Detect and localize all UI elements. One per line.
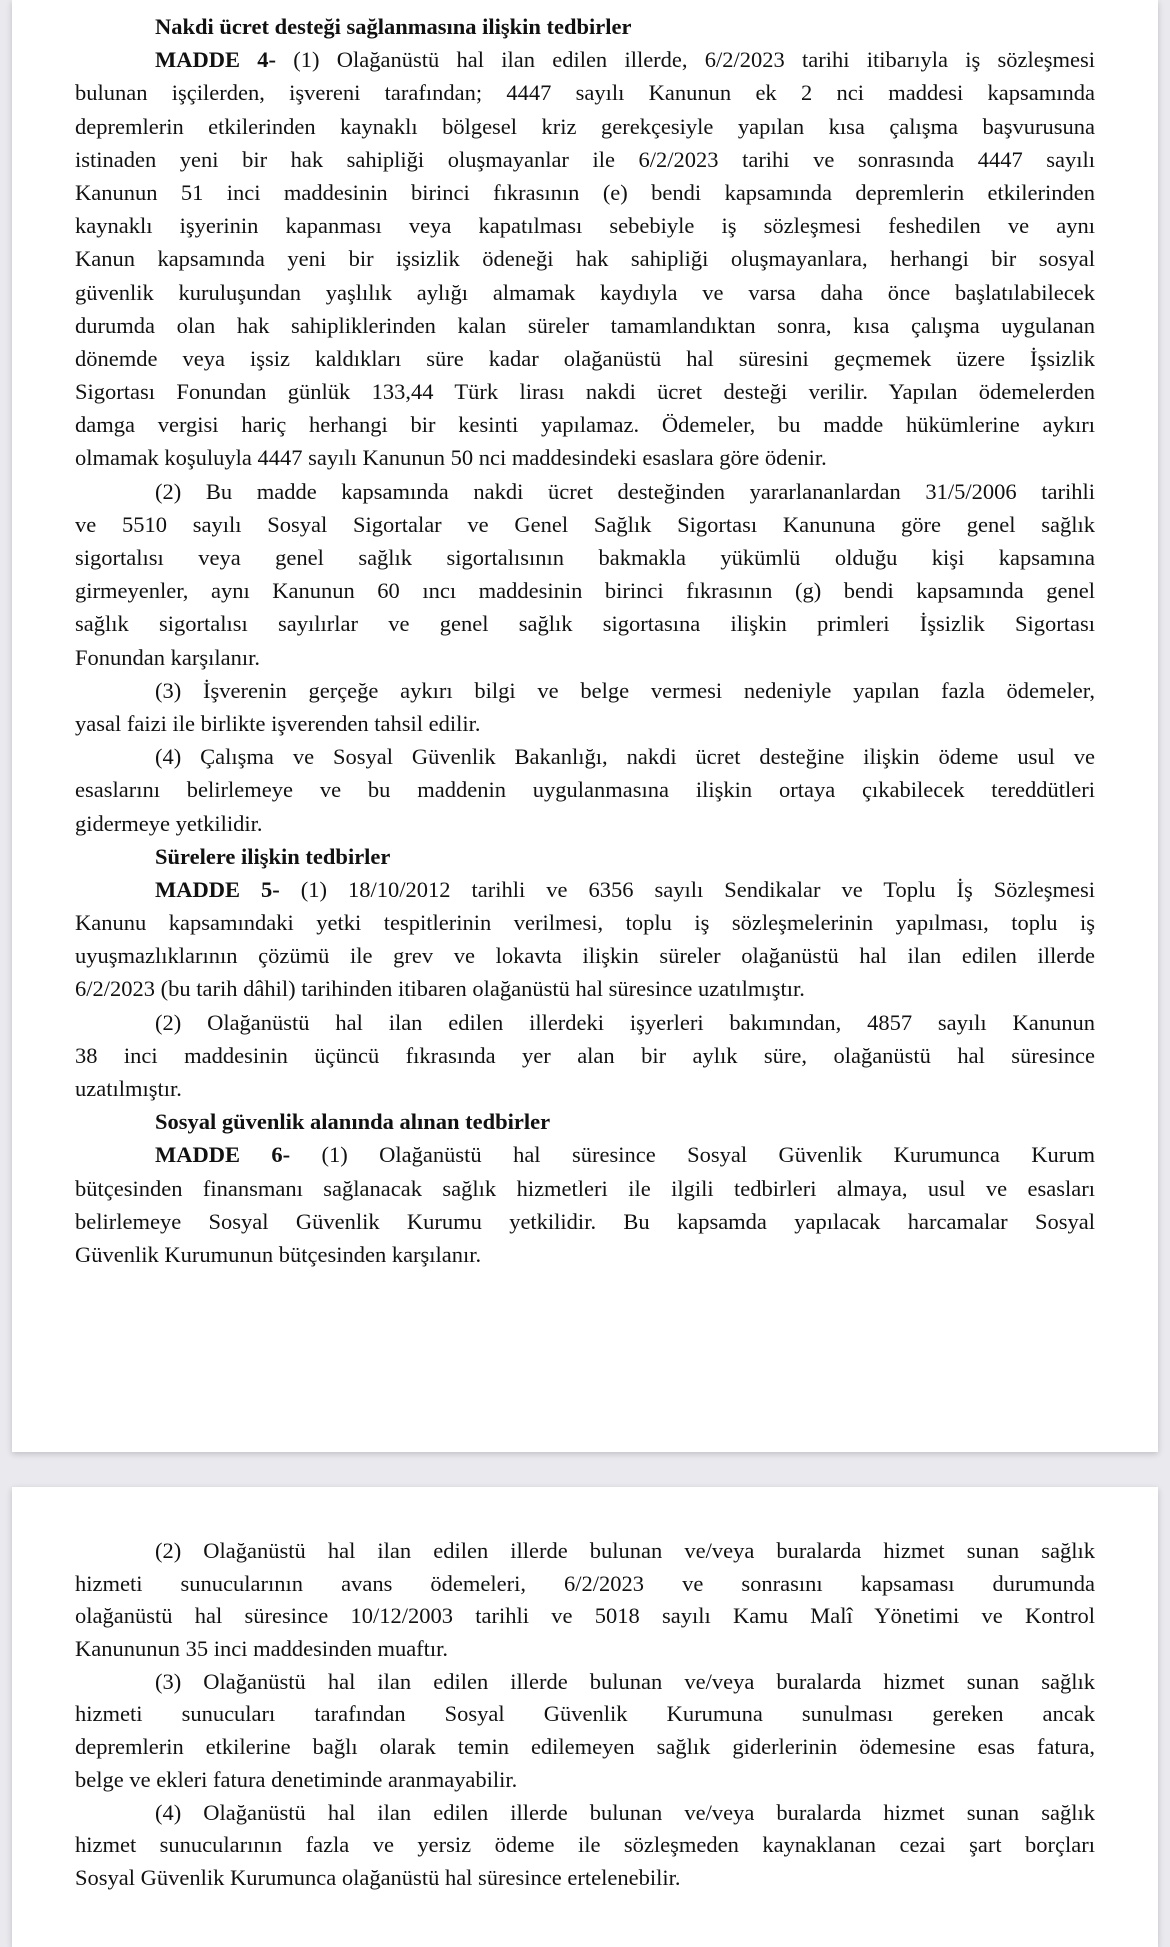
text-line <box>75 110 1095 143</box>
text-line <box>75 1138 1095 1171</box>
text-line <box>75 1829 1095 1862</box>
line-text: (4) Olağanüstü hal ilan edilen illerde bulunan ve/veya buralarda hizmet sunan sağlık <box>155 1799 1095 1825</box>
line-text: (1) 18/10/2012 tarihli ve 6356 sayılı Sendikalar ve Toplu İş Sözleşmesi <box>300 876 1095 902</box>
text-line <box>75 641 1095 674</box>
text-line <box>75 939 1095 972</box>
line-text: 38 inci maddesinin üçüncü fıkrasında yer alan bir aylık süre, olağanüstü hal süresince <box>75 1042 1095 1068</box>
text-line <box>75 541 1095 574</box>
line-text: Kanun kapsamında yeni bir işsizlik ödeneği hak sahipliği oluşmayanlara, herhangi bir sosyal <box>75 246 1095 272</box>
article-number: MADDE 4- <box>155 47 294 73</box>
section-heading <box>75 10 1095 43</box>
line-text: 6/2/2023 (bu tarih dâhil) tarihinden itibaren olağanüstü hal süresince uzatılmıştır. <box>75 976 805 1002</box>
line-text: sağlık sigortalısı sayılırlar ve genel sağlık sigortasına ilişkin primleri İşsizlik Sigortası <box>75 611 1095 637</box>
line-text: ve 5510 sayılı Sosyal Sigortalar ve Genel Sağlık Sigortası Kanununa göre genel sağlık <box>75 511 1095 537</box>
line-text: (3) İşverenin gerçeğe aykırı bilgi ve belge vermesi nedeniyle yapılan fazla ödemeler, <box>155 677 1095 703</box>
text-line <box>75 740 1095 773</box>
line-text: depremlerin etkilerinden kaynaklı bölgesel kriz gerekçesiyle yapılan kısa çalışma başvurusuna <box>75 113 1095 139</box>
text-line <box>75 707 1095 740</box>
text-line <box>75 1072 1095 1105</box>
text-line <box>75 1666 1095 1699</box>
line-text: Güvenlik Kurumunun bütçesinden karşılanır. <box>75 1241 482 1267</box>
text-line <box>75 242 1095 275</box>
text-line <box>75 1633 1095 1666</box>
line-text: Kanunu kapsamındaki yetki tespitlerinin verilmesi, toplu iş sözleşmelerinin yapılması, toplu iş <box>75 910 1095 936</box>
line-text: bütçesinden finansmanı sağlanacak sağlık hizmetleri ile ilgili tedbirleri almaya, usul ve esasları <box>75 1175 1095 1201</box>
text-line <box>75 1568 1095 1601</box>
text-line <box>75 972 1095 1005</box>
section-heading <box>75 1105 1095 1138</box>
line-text: belge ve ekleri fatura denetiminde aranmayabilir. <box>75 1766 518 1792</box>
text-line <box>75 309 1095 342</box>
line-text: (1) Olağanüstü hal süresince Sosyal Güvenlik Kurumunca Kurum <box>321 1142 1096 1168</box>
line-text: Sosyal güvenlik alanında alınan tedbirler <box>155 1109 551 1135</box>
line-text: dönemde veya işsiz kaldıkları süre kadar olağanüstü hal süresini geçmemek üzere İşsizlik <box>75 345 1095 371</box>
text-line <box>75 143 1095 176</box>
text-line <box>75 1731 1095 1764</box>
page-text <box>75 1535 1095 1895</box>
section-heading <box>75 840 1095 873</box>
text-line <box>75 508 1095 541</box>
text-line <box>75 1797 1095 1830</box>
line-text: uzatılmıştır. <box>75 1076 182 1101</box>
line-text: (4) Çalışma ve Sosyal Güvenlik Bakanlığı, nakdi ücret desteğine ilişkin ödeme usul ve <box>155 744 1095 770</box>
document-page-1 <box>12 0 1158 1452</box>
line-text: (2) Bu madde kapsamında nakdi ücret desteğinden yararlananlardan 31/5/2006 tarihli <box>155 478 1095 504</box>
line-text: hizmeti sunucuları tarafından Sosyal Güvenlik Kurumuna sunulması gereken ancak <box>75 1701 1095 1727</box>
text-line <box>75 475 1095 508</box>
line-text: olmamak koşuluyla 4447 sayılı Kanunun 50 nci maddesindeki esaslara göre ödenir. <box>75 445 827 471</box>
page-text <box>75 10 1095 1271</box>
line-text: Sigortası Fonundan günlük 133,44 Türk lirası nakdi ücret desteği verilir. Yapılan ödemelerden <box>75 379 1095 405</box>
text-line <box>75 906 1095 939</box>
line-text: depremlerin etkilerine bağlı olarak temin edilemeyen sağlık giderlerinin ödemesine esas fatura, <box>75 1734 1095 1760</box>
article-number: MADDE 5- <box>155 876 301 902</box>
line-text: istinaden yeni bir hak sahipliği oluşmayanlar ile 6/2/2023 tarihi ve sonrasında 4447 sayılı <box>75 146 1095 172</box>
line-text: Sürelere ilişkin tedbirler <box>155 843 391 869</box>
text-line <box>75 276 1095 309</box>
text-line <box>75 209 1095 242</box>
text-line <box>75 1006 1095 1039</box>
line-text: kaynaklı işyerinin kapanması veya kapatılması sebebiyle iş sözleşmesi feshedilen ve aynı <box>75 213 1095 239</box>
text-line <box>75 375 1095 408</box>
line-text: Sosyal Güvenlik Kurumunca olağanüstü hal süresince ertelenebilir. <box>75 1864 681 1890</box>
text-line <box>75 873 1095 906</box>
line-text: Kanunun 51 inci maddesinin birinci fıkrasının (e) bendi kapsamında depremlerin etkilerinden <box>75 179 1095 205</box>
line-text: (3) Olağanüstü hal ilan edilen illerde bulunan ve/veya buralarda hizmet sunan sağlık <box>155 1668 1095 1694</box>
line-text: yasal faizi ile birlikte işverenden tahsil edilir. <box>75 710 481 736</box>
line-text: hizmet sunucularının fazla ve yersiz ödeme ile sözleşmeden kaynaklanan cezai şart borçları <box>75 1832 1095 1858</box>
text-line <box>75 674 1095 707</box>
text-line <box>75 76 1095 109</box>
line-text: esaslarını belirlemeye ve bu maddenin uygulanmasına ilişkin ortaya çıkabilecek tereddütleri <box>75 777 1095 803</box>
text-line <box>75 1600 1095 1633</box>
text-line <box>75 176 1095 209</box>
text-line <box>75 1205 1095 1238</box>
text-line <box>75 807 1095 840</box>
line-text: hizmeti sunucularının avans ödemeleri, 6/2/2023 ve sonrasını kapsaması durumunda <box>75 1570 1095 1596</box>
line-text: girmeyenler, aynı Kanunun 60 ıncı maddesinin birinci fıkrasının (g) bendi kapsamında genel <box>75 578 1095 604</box>
line-text: bulunan işçilerden, işvereni tarafından; 4447 sayılı Kanunun ek 2 nci maddesi kapsamında <box>75 80 1095 106</box>
text-line <box>75 773 1095 806</box>
text-line <box>75 43 1095 76</box>
document-page-2 <box>12 1487 1158 1947</box>
line-text: Fonundan karşılanır. <box>75 644 260 670</box>
article-number: MADDE 6- <box>155 1142 322 1168</box>
line-text: belirlemeye Sosyal Güvenlik Kurumu yetkilidir. Bu kapsamda yapılacak harcamalar Sosyal <box>75 1208 1095 1234</box>
text-line <box>75 1862 1095 1895</box>
text-line <box>75 408 1095 441</box>
text-line <box>75 1238 1095 1271</box>
line-text: damga vergisi hariç herhangi bir kesinti yapılamaz. Ödemeler, bu madde hükümlerine aykırı <box>75 412 1095 438</box>
text-line <box>75 441 1095 474</box>
text-line <box>75 1535 1095 1568</box>
text-line <box>75 342 1095 375</box>
line-text: durumda olan hak sahipliklerinden kalan süreler tamamlandıktan sonra, kısa çalışma uygulanan <box>75 312 1095 338</box>
text-line <box>75 1172 1095 1205</box>
line-text: (2) Olağanüstü hal ilan edilen illerde bulunan ve/veya buralarda hizmet sunan sağlık <box>155 1538 1095 1563</box>
line-text: güvenlik kuruluşundan yaşlılık aylığı almamak kaydıyla ve varsa daha önce başlatılabilecek <box>75 279 1095 305</box>
text-line <box>75 1039 1095 1072</box>
line-text: uyuşmazlıklarının çözümü ile grev ve lokavta ilişkin süreler olağanüstü hal ilan edilen illerde <box>75 943 1095 969</box>
line-text: (2) Olağanüstü hal ilan edilen illerdeki işyerleri bakımından, 4857 sayılı Kanunun <box>155 1009 1095 1035</box>
text-line <box>75 1698 1095 1731</box>
text-line <box>75 1764 1095 1797</box>
text-line <box>75 607 1095 640</box>
text-line <box>75 574 1095 607</box>
line-text: gidermeye yetkilidir. <box>75 810 263 836</box>
line-text: sigortalısı veya genel sağlık sigortalısının bakmakla yükümlü olduğu kişi kapsamına <box>75 545 1095 570</box>
line-text: olağanüstü hal süresince 10/12/2003 tarihli ve 5018 sayılı Kamu Malî Yönetimi ve Kontrol <box>75 1603 1095 1629</box>
line-text: (1) Olağanüstü hal ilan edilen illerde, 6/2/2023 tarihi itibarıyla iş sözleşmesi <box>293 47 1095 73</box>
line-text: Kanununun 35 inci maddesinden muaftır. <box>75 1636 449 1662</box>
line-text: Nakdi ücret desteği sağlanmasına ilişkin tedbirler <box>155 14 632 39</box>
